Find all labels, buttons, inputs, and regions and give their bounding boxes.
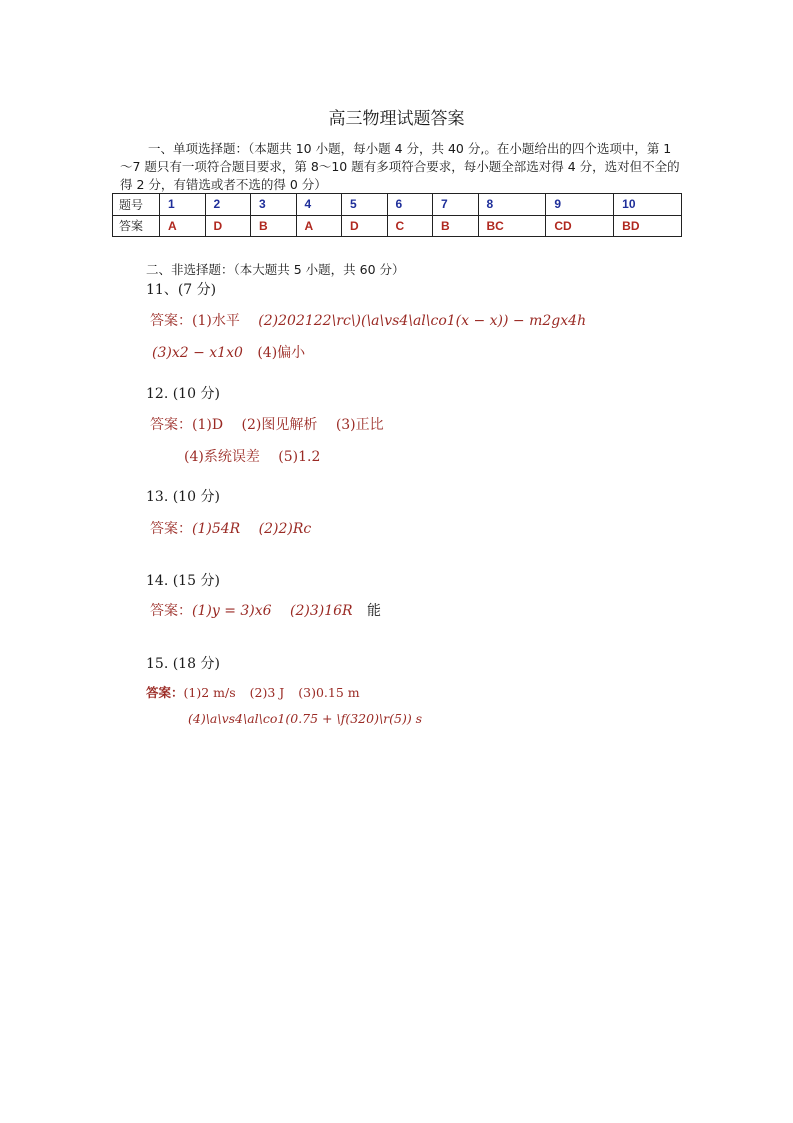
answer-label: 答案： (150, 313, 192, 329)
q14-answer-line1 (150, 600, 381, 620)
answer-label: 答案： (150, 521, 192, 537)
q12-answer-line1 (150, 414, 384, 434)
question-number: 8 (478, 194, 546, 216)
answer-cell: B (251, 215, 297, 237)
answer-cell: BD (614, 215, 682, 237)
answer-cell: D (205, 215, 251, 237)
question-number: 7 (433, 194, 479, 216)
q11-answer-line2 (152, 342, 305, 362)
q14-part3: 能 (367, 603, 382, 619)
table-row (113, 215, 682, 237)
q11-header: 11、(7 分) (146, 282, 217, 298)
q12-header: 12. (10 分) (146, 386, 220, 402)
question-number: 1 (160, 194, 206, 216)
q15-part2: (2)3 J (249, 685, 285, 700)
table-row (113, 194, 682, 216)
q11-answer-line1 (150, 310, 586, 330)
answer-label: 答案： (146, 685, 184, 700)
q14-part1: (1)y = 3)x6 (192, 603, 272, 619)
question-number: 2 (205, 194, 251, 216)
q11-part2: (2)202122\rc\)(\a\vs4\al\co1(x − x)) − m2gx4h (258, 313, 587, 329)
question-number: 9 (546, 194, 614, 216)
q12-part2: (2)图见解析 (241, 417, 318, 433)
question-number: 6 (387, 194, 433, 216)
answer-cell: CD (546, 215, 614, 237)
question-number: 10 (614, 194, 682, 216)
q15-header: 15. (18 分) (146, 656, 220, 672)
answer-cell: D (342, 215, 388, 237)
answer-label: 答案： (150, 417, 192, 433)
q12-part5: (5)1.2 (278, 449, 321, 465)
q13-header: 13. (10 分) (146, 489, 220, 505)
q11-part1: (1)水平 (192, 313, 240, 329)
q13-answer-line1 (150, 518, 311, 538)
question-number: 3 (251, 194, 297, 216)
question-number: 4 (296, 194, 342, 216)
question-number: 5 (342, 194, 388, 216)
q14-part2: (2)3)16R (290, 603, 353, 619)
answer-cell: A (160, 215, 206, 237)
page-title: 高三物理试题答案 (328, 109, 465, 129)
q12-answer-line2 (184, 446, 320, 466)
q11-part4: (4)偏小 (257, 345, 306, 361)
row-label-number: 题号 (113, 194, 160, 216)
q12-part1: (1)D (192, 417, 224, 433)
answer-cell: C (387, 215, 433, 237)
answer-table (112, 193, 682, 237)
q15-part3: (3)0.15 m (298, 685, 360, 700)
answer-cell: BC (478, 215, 546, 237)
section1-intro: 一、单项选择题：（本题共 10 小题，每小题 4 分，共 40 分,。在小题给出的四个选项中，第 1～7 题只有一项符合题目要求，第 8～10 题有多项符合要求，每小题全部选对得 4 分，选对但不全的得 2 分，有错选或者不选的得 0 分） (120, 141, 680, 192)
q15-answer-line2: (4)\a\vs4\al\co1(0.75 + \f(320)\r(5)) s (188, 711, 423, 726)
q13-part2: (2)2)Rc (258, 521, 312, 537)
answer-label: 答案： (150, 603, 192, 619)
row-label-answer: 答案 (113, 215, 160, 237)
answer-cell: A (296, 215, 342, 237)
q11-part3: (3)x2 − x1x0 (152, 345, 243, 361)
q12-part3: (3)正比 (335, 417, 384, 433)
section2-heading: 二、非选择题：（本大题共 5 小题，共 60 分） (146, 262, 405, 277)
q13-part1: (1)54R (192, 521, 241, 537)
q15-part1: (1)2 m/s (183, 685, 236, 700)
q15-answer-line1 (146, 683, 360, 701)
q12-part4: (4)系统误差 (184, 449, 260, 465)
q14-header: 14. (15 分) (146, 573, 220, 589)
answer-cell: B (433, 215, 479, 237)
